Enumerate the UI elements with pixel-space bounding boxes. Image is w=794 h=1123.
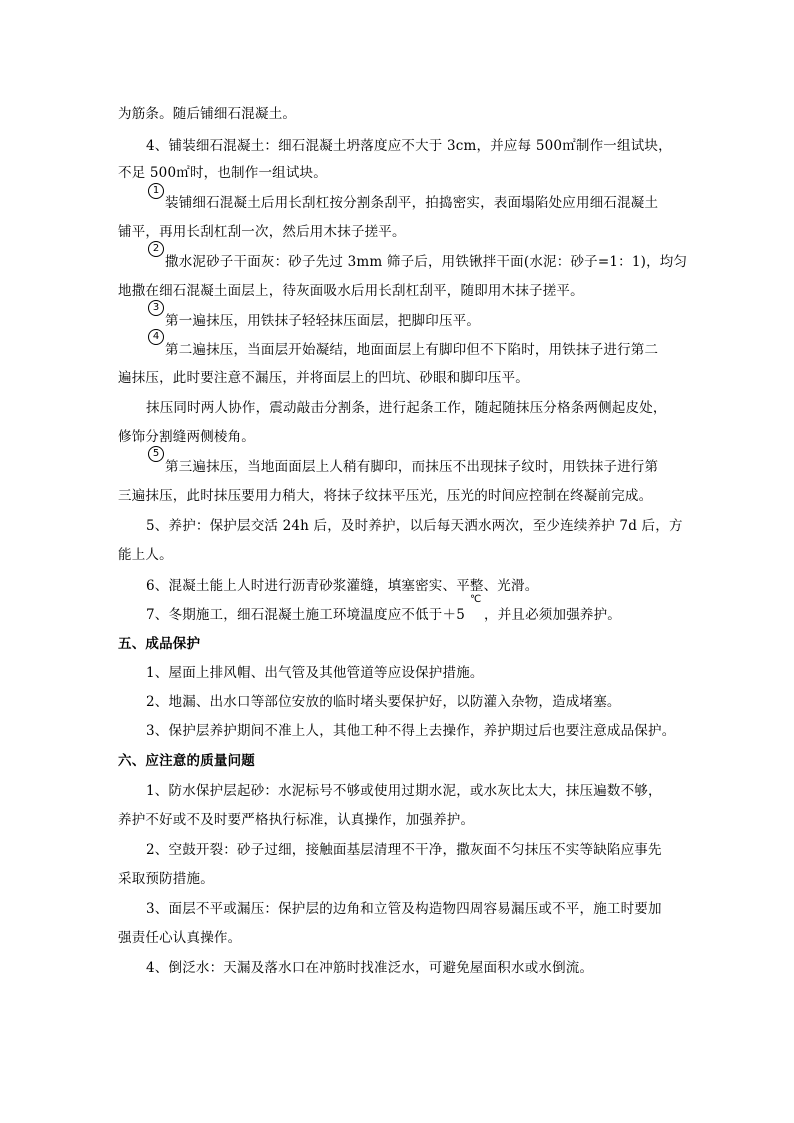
text-line: 能上人。 [118, 547, 173, 563]
text-line: 养护不好或不及时要严格执行标准，认真操作，加强养护。 [118, 812, 475, 828]
text-line: ，并且必须加强养护。 [484, 607, 621, 623]
text-line: 3、面层不平或漏压：保护层的边角和立管及构造物四周容易漏压或不平，施工时要加 [146, 901, 662, 917]
text-line: 撒水泥砂子干面灰：砂子先过 3mm 筛子后，用铁锹拌干面(水泥：砂子=1：1)，均匀 [165, 254, 688, 270]
text-line: 铺平，再用长刮杠刮一次，然后用木抹子搓平。 [118, 224, 406, 240]
section-heading: 五、成品保护 [118, 636, 201, 652]
step-marker-5: 5 [148, 446, 164, 462]
text-line: 2、空鼓开裂：砂子过细，接触面基层清理不干净，撒灰面不匀抹压不实等缺陷应事先 [146, 842, 662, 858]
text-line: 5、养护：保护层交活 24h 后，及时养护，以后每天洒水两次，至少连续养护 7d 后，方 [146, 518, 683, 534]
text-line: 遍抹压，此时要注意不漏压，并将面层上的凹坑、砂眼和脚印压平。 [118, 370, 529, 386]
step-marker-1: 1 [148, 183, 164, 199]
text-line: 为筋条。随后铺细石混凝土。 [118, 106, 297, 122]
text-line: 7、冬期施工，细石混凝土施工环境温度应不低于＋5 [146, 607, 465, 623]
text-line: 2、地漏、出水口等部位安放的临时堵头要保护好，以防灌入杂物，造成堵塞。 [146, 694, 621, 710]
text-line: 1、屋面上排风帽、出气管及其他管道等应设保护措施。 [146, 665, 484, 681]
text-line: 不足 500㎡时，也制作一组试块。 [118, 165, 327, 181]
step-marker-2: 2 [148, 241, 164, 257]
degree-symbol: ℃ [470, 594, 482, 605]
step-marker-4: 4 [148, 329, 164, 345]
text-line: 第二遍抹压，当面层开始凝结，地面面层上有脚印但不下陷时，用铁抹子进行第二 [165, 342, 659, 358]
text-line: 强责任心认真操作。 [118, 930, 242, 946]
section-heading: 六、应注意的质量问题 [118, 753, 255, 769]
text-line: 4、倒泛水：天漏及落水口在冲筋时找准泛水，可避免屋面积水或水倒流。 [146, 960, 594, 976]
step-marker-3: 3 [148, 300, 164, 316]
text-line: 第一遍抹压，用铁抹子轻轻抹压面层，把脚印压平。 [165, 313, 481, 329]
text-line: 地撒在细石混凝土面层上，待灰面吸水后用长刮杠刮平，随即用木抹子搓平。 [118, 283, 584, 299]
text-line: 6、混凝土能上人时进行沥青砂浆灌缝，填塞密实、平整、光滑。 [146, 578, 539, 594]
text-line: 抹压同时两人协作，震动敲击分割条，进行起条工作，随起随抹压分格条两侧起皮处， [146, 400, 667, 416]
text-line: 采取预防措施。 [118, 871, 214, 887]
text-line: 3、保护层养护期间不准上人，其他工种不得上去操作，养护期过后也要注意成品保护。 [146, 723, 676, 739]
text-line: 装铺细石混凝土后用长刮杠按分割条刮平，拍捣密实，表面塌陷处应用细石混凝土 [165, 195, 659, 211]
text-line: 第三遍抹压，当地面面层上人稍有脚印，而抹压不出现抹子纹时，用铁抹子进行第 [165, 459, 659, 475]
text-line: 4、铺装细石混凝土：细石混凝土坍落度应不大于 3cm，并应每 500㎡制作一组试块， [146, 138, 672, 154]
text-line: 三遍抹压，此时抹压要用力稍大，将抹子纹抹平压光，压光的时间应控制在终凝前完成。 [118, 488, 653, 504]
text-line: 1、防水保护层起砂：水泥标号不够或使用过期水泥，或水灰比太大，抹压遍数不够， [146, 783, 662, 799]
text-line: 修饰分割缝两侧棱角。 [118, 429, 255, 445]
